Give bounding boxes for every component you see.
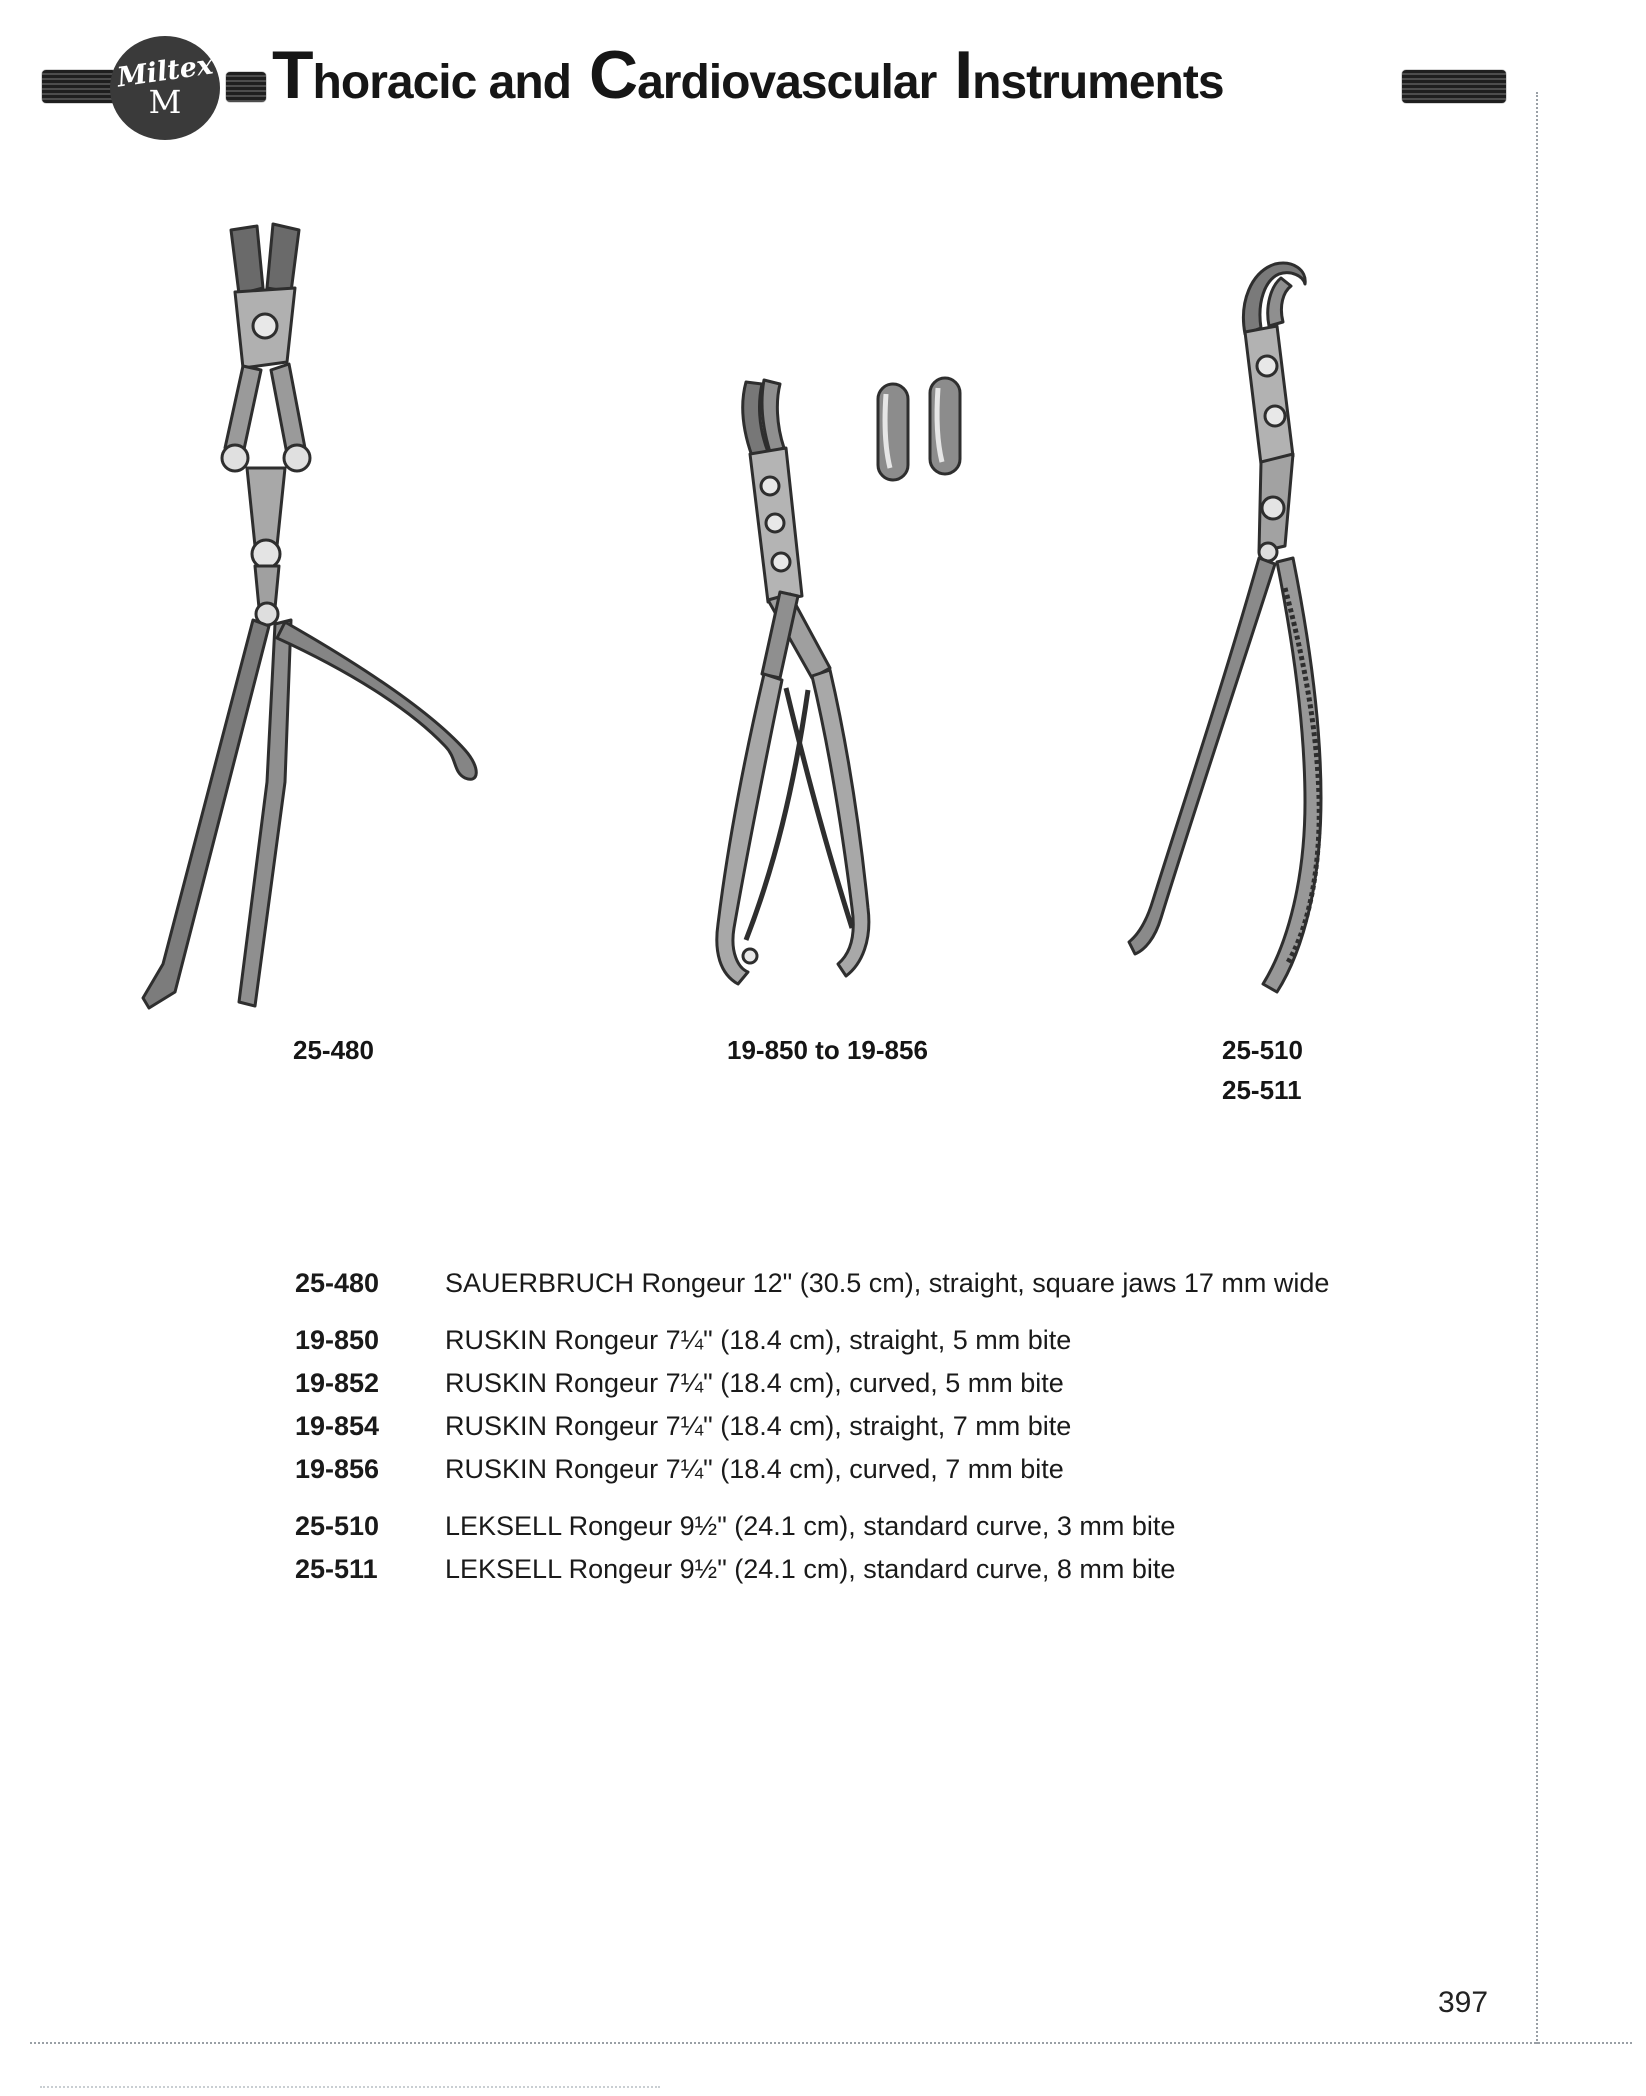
title-word: [588, 37, 937, 118]
product-code: 25-480: [295, 1268, 380, 1298]
figure-caption: [1222, 1030, 1303, 1110]
leksell-rongeur-drawing: [1125, 258, 1425, 1018]
figure-caption: 19-850 to 19-856: [727, 1035, 928, 1065]
product-row: [295, 1319, 1395, 1362]
decorative-bar-left: [42, 70, 116, 103]
instrument-illustration-leksell-rongeur: [1125, 258, 1425, 1018]
product-row: [295, 1362, 1395, 1405]
decorative-bar-right: [1402, 70, 1506, 103]
title-word: [272, 37, 571, 118]
product-code: 25-511: [295, 1554, 378, 1584]
title-cap: C: [588, 37, 638, 113]
product-code: 19-852: [295, 1368, 380, 1398]
product-description: RUSKIN Rongeur 7¼" (18.4 cm), straight, 7 mm bite: [445, 1411, 1072, 1441]
instrument-illustration-ruskin-rongeur: [690, 368, 1000, 1018]
product-code: 25-510: [295, 1511, 380, 1541]
product-code: 19-854: [295, 1411, 380, 1441]
figure-caption: 25-480: [293, 1035, 374, 1065]
miltex-logo-monogram: M: [148, 83, 182, 121]
title-rest: horacic and: [312, 56, 571, 109]
miltex-logo: [112, 38, 218, 138]
title-word: [954, 37, 1224, 118]
product-row: [295, 1505, 1395, 1548]
product-row: [295, 1405, 1395, 1448]
decorative-bar-middle: [226, 72, 266, 102]
page-title: [272, 37, 1224, 118]
product-code: 19-850: [295, 1325, 380, 1355]
scan-dotted-horizontal-rule-faint: [40, 2086, 660, 2088]
sauerbruch-rongeur-drawing: [135, 222, 515, 1022]
scan-dotted-vertical-rule: [1536, 92, 1538, 2044]
product-description: RUSKIN Rongeur 7¼" (18.4 cm), curved, 7 mm bite: [445, 1454, 1064, 1484]
product-row: [295, 1448, 1395, 1491]
product-code: 19-856: [295, 1454, 380, 1484]
product-description: LEKSELL Rongeur 9½" (24.1 cm), standard curve, 3 mm bite: [445, 1511, 1176, 1541]
ruskin-rongeur-drawing: [690, 368, 1000, 1018]
product-description: RUSKIN Rongeur 7¼" (18.4 cm), curved, 5 mm bite: [445, 1368, 1064, 1398]
instrument-illustration-sauerbruch-rongeur: [135, 222, 515, 1022]
title-rest: nstruments: [972, 56, 1224, 109]
figure-caption-line: 25-510: [1222, 1035, 1303, 1065]
scan-dotted-horizontal-rule: [30, 2042, 1632, 2044]
title-cap: T: [272, 37, 313, 113]
product-list: [295, 1262, 1395, 1591]
product-row: [295, 1548, 1395, 1591]
product-description: LEKSELL Rongeur 9½" (24.1 cm), standard curve, 8 mm bite: [445, 1554, 1176, 1584]
product-description: RUSKIN Rongeur 7¼" (18.4 cm), straight, 5 mm bite: [445, 1325, 1072, 1355]
product-description: SAUERBRUCH Rongeur 12" (30.5 cm), straight, square jaws 17 mm wide: [445, 1268, 1330, 1298]
title-rest: ardiovascular: [637, 56, 937, 109]
figure-caption-line: 25-511: [1222, 1075, 1302, 1105]
product-row: [295, 1262, 1395, 1305]
title-cap: I: [954, 37, 973, 113]
page-number: 397: [1438, 1986, 1489, 2019]
miltex-logo-script: Miltex: [115, 49, 215, 94]
